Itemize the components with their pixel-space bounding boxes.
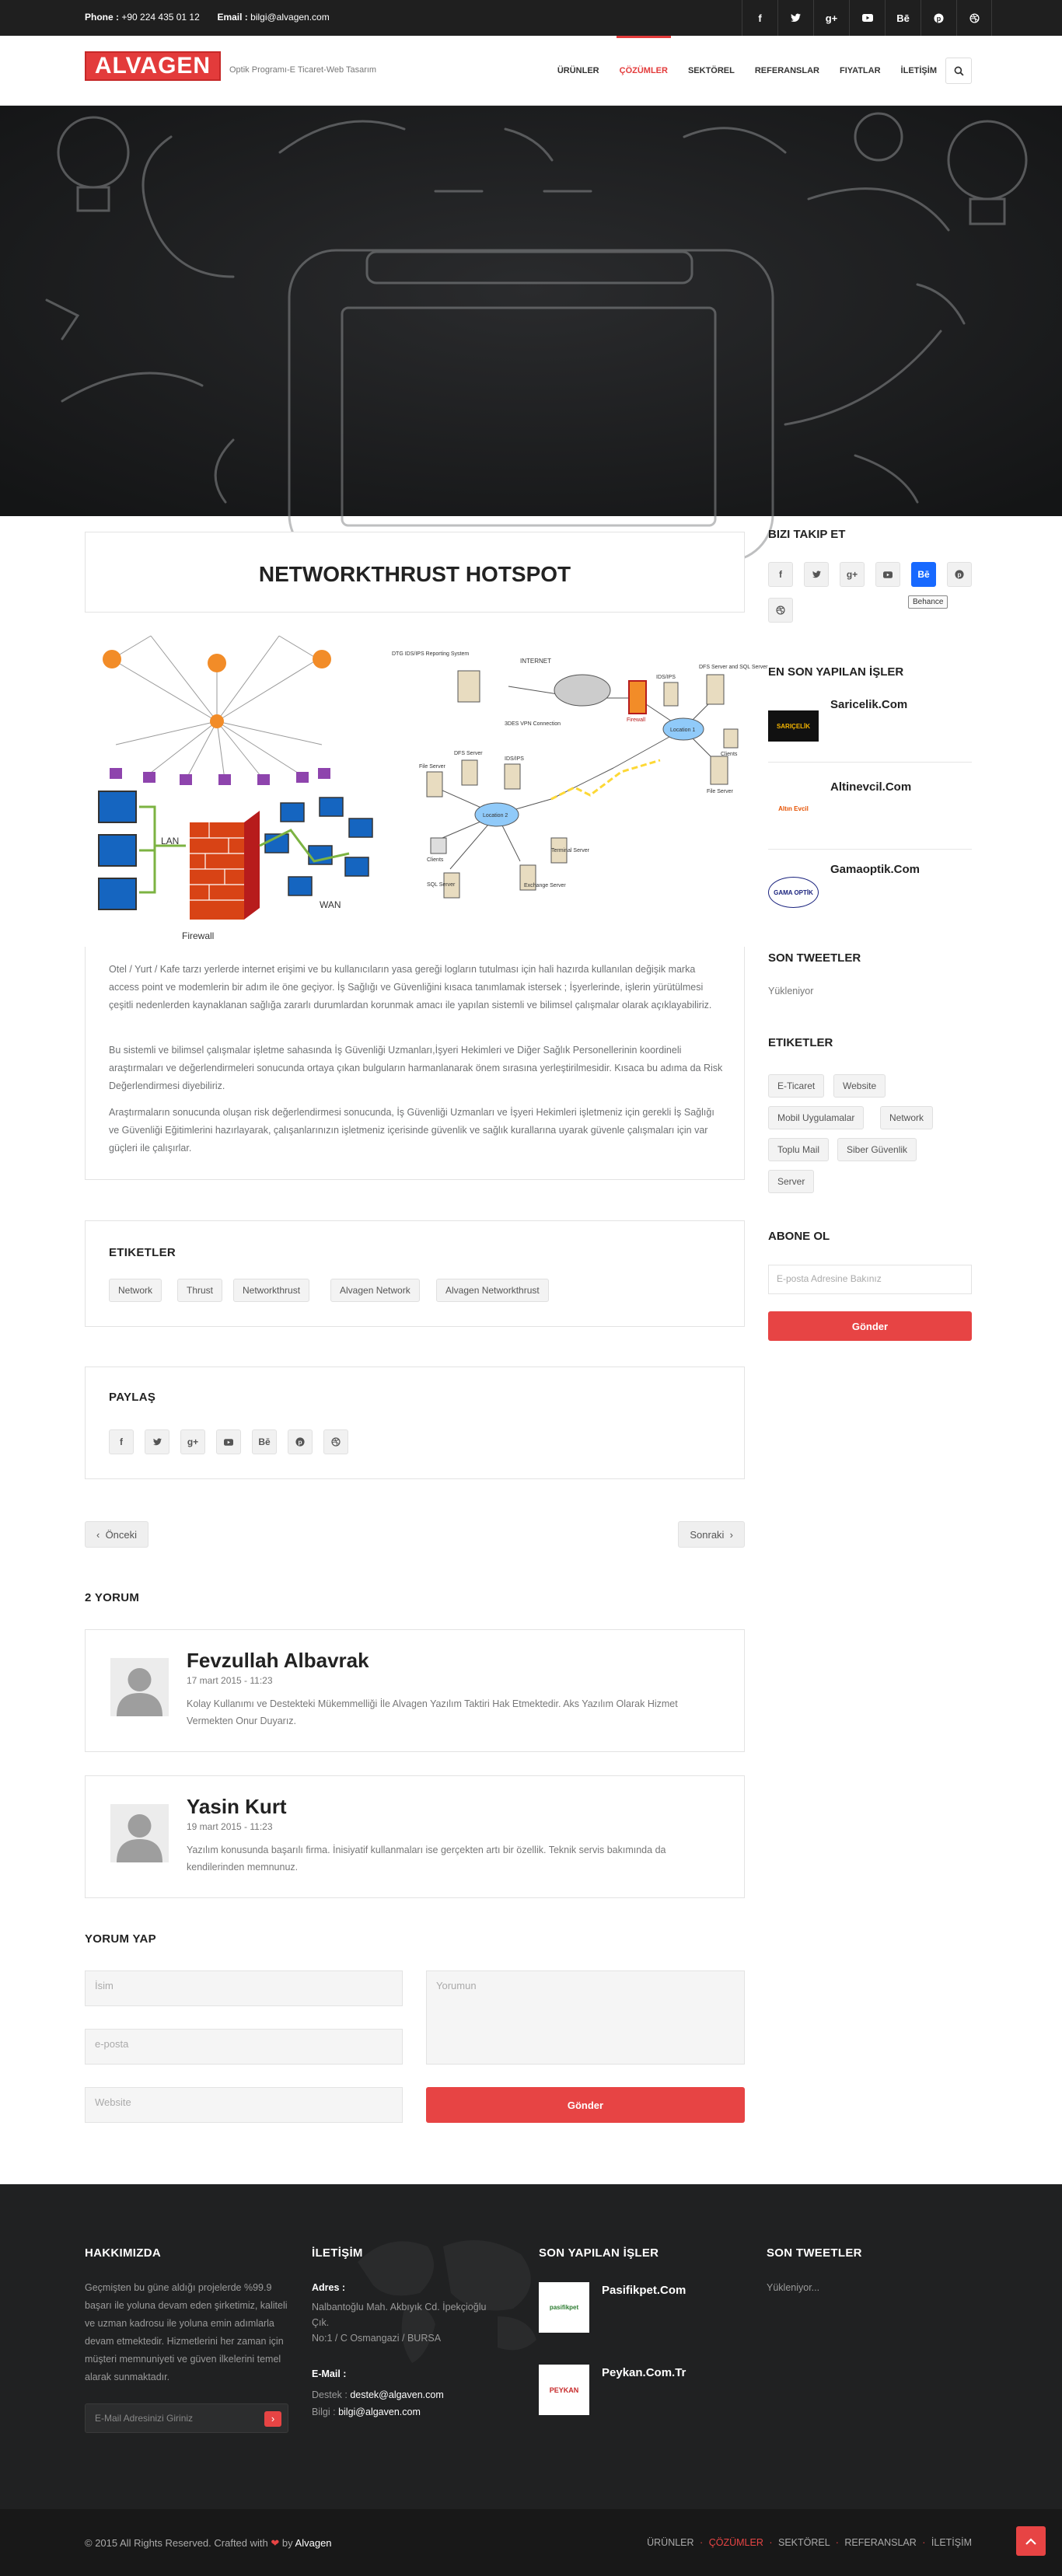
- facebook-icon[interactable]: f: [742, 0, 777, 36]
- recent-work-title[interactable]: Gamaoptik.Com: [830, 863, 921, 876]
- footer-support-line: [312, 2386, 444, 2404]
- subscribe-title: ABONE OL: [768, 1230, 830, 1243]
- ids-left-label: IDS/IPS: [505, 756, 524, 762]
- bottom-link-referanslar[interactable]: REFERANSLAR: [844, 2537, 917, 2548]
- footer-newsletter-input[interactable]: [85, 2403, 288, 2433]
- firewall-label: Firewall: [182, 930, 215, 941]
- chalkboard-illustration: [0, 106, 1062, 516]
- dfs-server-label: DFS Server: [454, 751, 483, 756]
- divider: [768, 849, 972, 850]
- footer-address-line2: No:1 / C Osmangazi / BURSA: [312, 2333, 442, 2344]
- clients-left-label: Clients: [427, 857, 444, 863]
- copyright-prefix: © 2015 All Rights Reserved. Crafted with: [85, 2537, 268, 2549]
- tag-networkthrust[interactable]: Networkthrust: [233, 1279, 309, 1302]
- ids-reporting-label: DTG IDS/IPS Reporting System: [392, 651, 470, 657]
- twitter-icon[interactable]: [777, 0, 813, 36]
- separator: ·: [769, 2537, 773, 2548]
- footer-tweets-status: Yükleniyor...: [767, 2282, 820, 2293]
- youtube-icon[interactable]: [849, 0, 885, 36]
- svg-text:p: p: [957, 571, 962, 578]
- comment-form-title: YORUM YAP: [85, 1932, 156, 1946]
- post-paragraph: Otel / Yurt / Kafe tarzı yerlerde internet erişimi ve bu kullanıcıların yasa gereği logların tutulması için hali hazırda kullanılan değişik marka access point ve modemlerin bir adım ile öne geçiyor. İş Sağlığı ve Güvenliğini kısaca tanımlamak istersek ; İşyerlerinde, işlerin yürütülmesi çeşitli nedenlerden kaynaklanan sağlığa zararlı durumlardan korunmak amacı ile yapılan sistemli ve bilimsel çalışmalar olarak açıklayabiliriz.: [109, 964, 712, 1011]
- comment-text: Kolay Kullanımı ve Destekteki Mükemmelliği İle Alvagen Yazılım Taktiri Hak Etmektedir. Aks Yazılım Olarak Hizmet Vermekten Onur Duyarız.: [187, 1698, 678, 1726]
- comment-item: [85, 1775, 745, 1898]
- name-field[interactable]: İsim: [85, 1970, 403, 2006]
- share-facebook-icon[interactable]: f: [109, 1429, 134, 1454]
- share-youtube-icon[interactable]: [216, 1429, 241, 1454]
- search-icon: [954, 66, 964, 76]
- sidebar-tag[interactable]: Siber Güvenlik: [837, 1138, 917, 1161]
- footer-newsletter-submit-icon[interactable]: ›: [264, 2411, 281, 2427]
- footer-support-label: Destek :: [312, 2389, 348, 2400]
- sql-server-label: SQL Server: [427, 882, 456, 888]
- post-paragraph: Araştırmaların sonucunda oluşan risk değerlendirmesi sonucunda, İş Güvenliği Uzmanları ve İşyeri Hekimleri işletmeniz için gerekli İş Sağlığı ve Güvenliği Eğitimlerini hazırlayarak, çalışanlarınızın işletmeniz içerisinde güvenlik ve sağlık kurallarına uyarak güvenle çalışmaları için var güçleri ile çalışırlar.: [109, 1107, 714, 1154]
- search-button[interactable]: [945, 58, 972, 84]
- sidebar-tag[interactable]: Mobil Uygulamalar: [768, 1106, 864, 1129]
- email-address[interactable]: bilgi@alvagen.com: [250, 12, 330, 23]
- comment-author: Yasin Kurt: [187, 1795, 287, 1818]
- ids-label: IDS/IPS: [656, 675, 676, 680]
- heart-icon: ❤: [271, 2537, 280, 2549]
- post-body: [85, 947, 745, 1180]
- file-server-right-label: File Server: [707, 789, 733, 794]
- submit-comment-button[interactable]: Gönder: [426, 2087, 745, 2123]
- share-pinterest-icon[interactable]: [288, 1429, 313, 1454]
- phone-number[interactable]: +90 224 435 01 12: [121, 12, 200, 23]
- chevron-right-icon: ›: [724, 1529, 733, 1541]
- copyright-by: by: [281, 2537, 293, 2549]
- tag-thrust[interactable]: Thrust: [177, 1279, 222, 1302]
- bottom-link-iletisim[interactable]: İLETİŞİM: [931, 2537, 972, 2548]
- nav-item-urunler[interactable]: ÜRÜNLER: [557, 66, 599, 75]
- share-dribbble-icon[interactable]: [323, 1429, 348, 1454]
- share-title: PAYLAŞ: [109, 1391, 156, 1404]
- avatar: [110, 1804, 169, 1862]
- post-title: NETWORKTHRUST HOTSPOT: [258, 562, 571, 586]
- footer-info-line: [312, 2403, 421, 2421]
- site-logo[interactable]: ALVAGEN: [85, 51, 221, 81]
- contact-info: [85, 12, 334, 23]
- previous-post-button[interactable]: [85, 1521, 148, 1548]
- sidebar-twitter-icon[interactable]: [804, 562, 829, 587]
- nav-item-fiyatlar[interactable]: FIYATLAR: [839, 66, 881, 75]
- tag-alvagen-networkthrust[interactable]: Alvagen Networkthrust: [436, 1279, 549, 1302]
- bottom-link-urunler[interactable]: ÜRÜNLER: [647, 2537, 694, 2548]
- follow-us-title: BIZI TAKIP ET: [768, 528, 846, 541]
- pinterest-icon[interactable]: [921, 0, 956, 36]
- avatar: [110, 1658, 169, 1716]
- email-label: Email :: [217, 12, 248, 23]
- comment-author: Fevzullah Albavrak: [187, 1649, 369, 1672]
- footer-address-label: Adres :: [312, 2282, 346, 2293]
- comment-item: [85, 1629, 745, 1752]
- copyright-brand[interactable]: Alvagen: [295, 2537, 332, 2549]
- post-tags-title: ETIKETLER: [109, 1246, 176, 1259]
- nav-item-sektorel[interactable]: SEKTÖREL: [687, 66, 735, 75]
- svg-text:p: p: [298, 1438, 302, 1446]
- footer-works-title: SON YAPILAN İŞLER: [539, 2246, 659, 2260]
- comments-title: 2 YORUM: [85, 1591, 140, 1604]
- network-diagram-image: [85, 613, 768, 947]
- wan-label: WAN: [320, 899, 341, 910]
- nav-item-referanslar[interactable]: REFERANSLAR: [754, 66, 819, 75]
- recent-work-title[interactable]: Saricelik.Com: [830, 698, 908, 711]
- vpn-label: 3DES VPN Connection: [505, 721, 561, 727]
- bottom-link-sektorel[interactable]: SEKTÖREL: [778, 2537, 830, 2548]
- top-social-links: [742, 0, 992, 36]
- comment-textarea[interactable]: Yorumun: [426, 1970, 745, 2065]
- comment-date: 17 mart 2015 - 11:23: [187, 1675, 273, 1686]
- tag-alvagen-network[interactable]: Alvagen Network: [330, 1279, 420, 1302]
- footer-info-label: Bilgi :: [312, 2407, 336, 2417]
- site-tagline: Optik Programı-E Ticaret-Web Tasarım: [229, 65, 377, 75]
- footer-contact-title: İLETİŞİM: [312, 2246, 363, 2260]
- sidebar-pinterest-icon[interactable]: [947, 562, 972, 587]
- chevron-left-icon: ‹: [96, 1529, 106, 1541]
- recent-work-thumb[interactable]: SARIÇELİK: [768, 710, 819, 742]
- location1-label: Location 1: [670, 728, 696, 733]
- recent-work-title[interactable]: Altinevcil.Com: [830, 780, 912, 794]
- footer-email-label: E-Mail :: [312, 2368, 347, 2379]
- behance-tooltip: Behance: [908, 595, 948, 609]
- website-field[interactable]: Website: [85, 2087, 403, 2123]
- clients-right-label: Clients: [721, 752, 738, 757]
- share-behance-icon[interactable]: Bē: [252, 1429, 277, 1454]
- sidebar-tags-title: ETIKETLER: [768, 1036, 833, 1049]
- phone-label: Phone :: [85, 12, 119, 23]
- sidebar-tag[interactable]: Server: [768, 1170, 814, 1193]
- post-tags-card: [85, 1220, 745, 1327]
- footer-address: Nalbantoğlu Mah. Akbıyık Cd. İpekçioğlu Çık.: [312, 2302, 487, 2328]
- subscribe-email-input[interactable]: E-posta Adresine Bakınız: [768, 1265, 972, 1294]
- sidebar-tag[interactable]: Toplu Mail: [768, 1138, 829, 1161]
- footer-work-thumb[interactable]: pasifikpet: [539, 2282, 589, 2333]
- separator: ·: [922, 2537, 926, 2548]
- bottom-links: [647, 2537, 972, 2548]
- scroll-to-top-button[interactable]: [1016, 2526, 1046, 2556]
- recent-work-thumb[interactable]: Altın Evcil: [768, 793, 819, 824]
- behance-icon[interactable]: Bē: [885, 0, 921, 36]
- footer-about-title: HAKKIMIZDA: [85, 2246, 161, 2260]
- sidebar-youtube-icon[interactable]: [875, 562, 900, 587]
- footer-about-text: Geçmişten bu güne aldığı projelerde %99.9 başarı ile yoluna devam eden şirketimiz, kaliteli ve uzman kadrosu ile yoluna emin adımlarla devam etmektedir. Hizmetlerini her zaman için müşteri memnuniyeti ve güven ilkelerini temel alarak sunmaktadır.: [85, 2282, 288, 2382]
- footer-work-thumb[interactable]: PEYKAN: [539, 2365, 589, 2415]
- email-field[interactable]: e-posta: [85, 2029, 403, 2065]
- main-nav: [547, 36, 947, 106]
- comment-date: 19 mart 2015 - 11:23: [187, 1821, 273, 1832]
- footer-work-title[interactable]: Peykan.Com.Tr: [602, 2366, 686, 2379]
- next-post-button[interactable]: [678, 1521, 745, 1548]
- share-card: [85, 1367, 745, 1479]
- sidebar-facebook-icon[interactable]: f: [768, 562, 793, 587]
- hero-banner: [0, 106, 1062, 516]
- share-google-plus-icon[interactable]: g+: [180, 1429, 205, 1454]
- recent-works-title: EN SON YAPILAN İŞLER: [768, 665, 904, 679]
- dribbble-icon[interactable]: [956, 0, 992, 36]
- sidebar-tweets-status: Yükleniyor: [768, 986, 814, 997]
- previous-label: Önceki: [105, 1529, 138, 1541]
- post-title-card: [85, 532, 745, 613]
- footer-work-title[interactable]: Pasifikpet.Com: [602, 2284, 686, 2297]
- footer-info-email[interactable]: bilgi@algaven.com: [338, 2407, 421, 2417]
- sidebar-tag[interactable]: Website: [833, 1074, 886, 1098]
- svg-text:p: p: [936, 14, 941, 23]
- location2-label: Location 2: [483, 813, 508, 819]
- nav-item-iletisim[interactable]: İLETİŞİM: [900, 66, 937, 75]
- share-twitter-icon[interactable]: [145, 1429, 169, 1454]
- next-label: Sonraki: [690, 1529, 725, 1541]
- google-plus-icon[interactable]: g+: [813, 0, 849, 36]
- copyright: [85, 2537, 332, 2550]
- sidebar-google-plus-icon[interactable]: g+: [840, 562, 865, 587]
- lan-label: LAN: [161, 836, 180, 846]
- sidebar-tag[interactable]: E-Ticaret: [768, 1074, 824, 1098]
- divider: [768, 762, 972, 763]
- file-server-left-label: File Server: [419, 764, 445, 770]
- sidebar-tag[interactable]: Network: [880, 1106, 933, 1129]
- chevron-up-icon: [1025, 2538, 1036, 2545]
- separator: ·: [700, 2537, 704, 2548]
- subscribe-button[interactable]: Gönder: [768, 1311, 972, 1341]
- nav-item-cozumler[interactable]: ÇÖZÜMLER: [620, 36, 668, 106]
- tag-network[interactable]: Network: [109, 1279, 162, 1302]
- bottom-bar: [0, 2509, 1062, 2576]
- separator: ·: [835, 2537, 839, 2548]
- site-header: [0, 36, 1062, 106]
- post-paragraph: Bu sistemli ve bilimsel çalışmalar işletme sahasında İş Güvenliği Uzmanları,İşyeri Hekimleri ve Diğer Sağlık Personellerinin koordineli araştırmaları ve değerlendirmeleri sonucunda ortaya çıkan bulguların harmanlanarak önem sırasına yerleştirilmesidir. Kısaca bu adıma da Risk Değerlendirmesi diyebiliriz.: [109, 1045, 723, 1091]
- footer-newsletter-placeholder: E-Mail Adresinizi Giriniz: [95, 2413, 194, 2424]
- recent-work-thumb[interactable]: GAMA OPTİK: [768, 877, 819, 908]
- comment-text: Yazılım konusunda başarılı firma. İnisiyatif kullanmaları ise gerçekten artı bir özellik. Teknik servis bakımında da kendilerinden memnunuz.: [187, 1845, 666, 1873]
- sidebar-behance-icon[interactable]: Bē: [911, 562, 936, 587]
- internet-label: INTERNET: [520, 658, 551, 665]
- footer-support-email[interactable]: destek@algaven.com: [350, 2389, 444, 2400]
- sidebar-tweets-title: SON TWEETLER: [768, 951, 861, 965]
- terminal-label: Terminal Server: [551, 848, 590, 853]
- bottom-link-cozumler[interactable]: ÇÖZÜMLER: [708, 2537, 763, 2548]
- exchange-label: Exchange Server: [524, 883, 566, 888]
- sidebar-dribbble-icon[interactable]: [768, 598, 793, 623]
- site-footer: [0, 2184, 1062, 2509]
- dfs-sql-label: DFS Server and SQL Server: [699, 665, 768, 670]
- fw-label: Firewall: [627, 717, 646, 723]
- top-bar: [0, 0, 1062, 36]
- footer-tweets-title: SON TWEETLER: [767, 2246, 862, 2260]
